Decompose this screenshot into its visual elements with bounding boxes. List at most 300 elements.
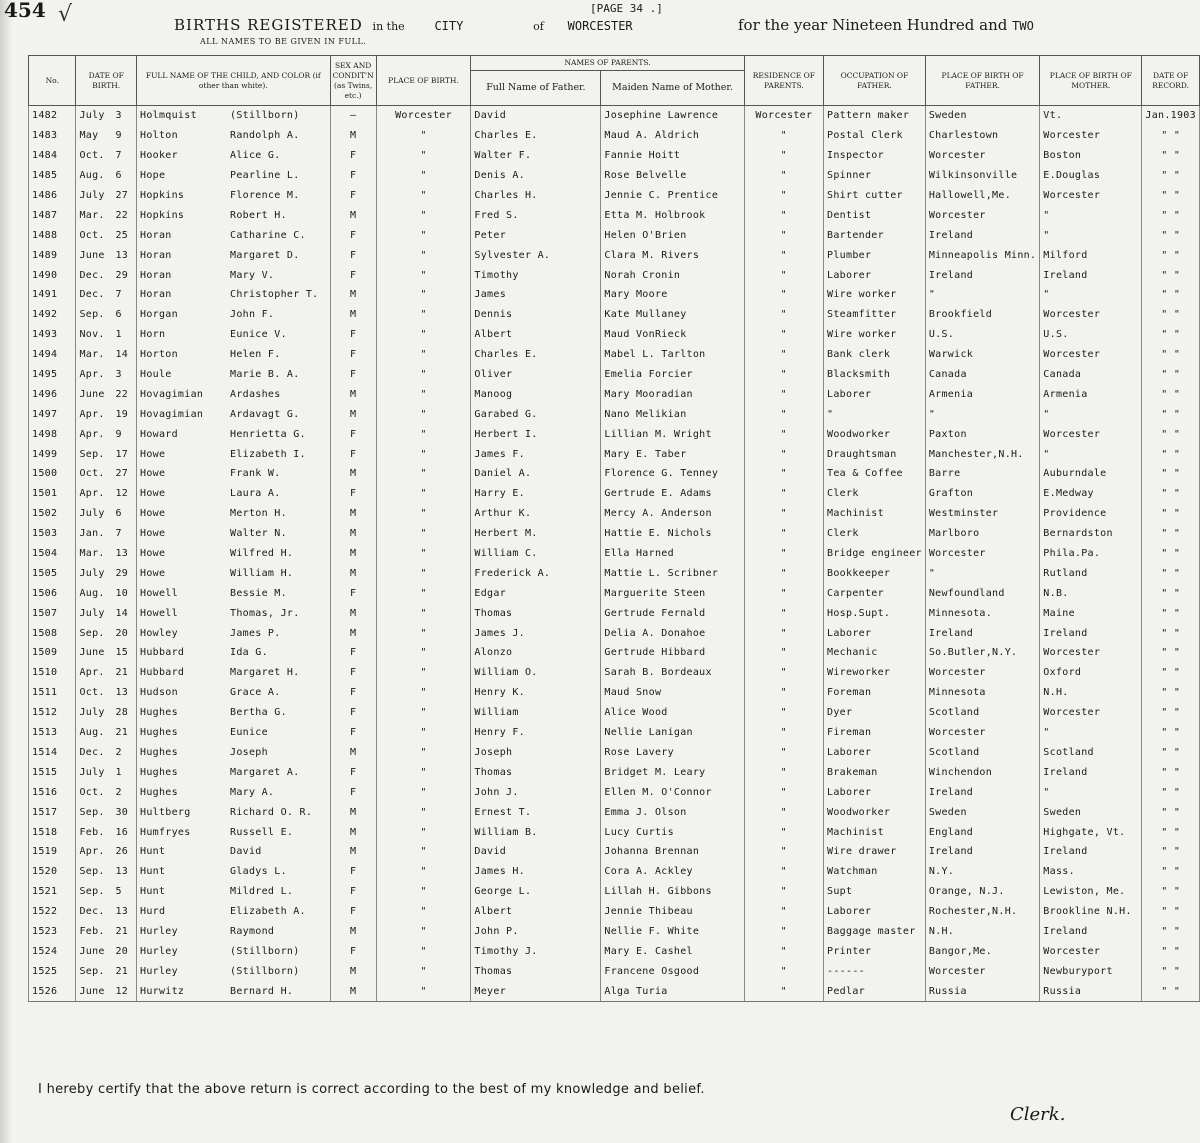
cell-occupation (824, 842, 926, 862)
cell-sex (330, 563, 376, 583)
cell-record (1142, 683, 1200, 703)
entry-number: 1512 (32, 707, 58, 719)
cell-father (471, 981, 601, 1001)
father-name: Peter (474, 229, 507, 241)
cell-child-name (137, 325, 331, 345)
cell-record (1142, 245, 1200, 265)
cell-father-bp (925, 683, 1039, 703)
father-birthplace: Sweden (928, 806, 967, 818)
cell-occupation (824, 782, 926, 802)
cell-occupation (824, 365, 926, 385)
table-row (29, 146, 1200, 166)
cell-mother-bp (1040, 345, 1142, 365)
birth-month: Aug. (79, 170, 105, 182)
cell-date (76, 106, 137, 126)
cell-date (76, 842, 137, 862)
cell-no (29, 563, 76, 583)
father-occupation: " (827, 408, 834, 420)
mother-name: Rose Lavery (604, 746, 674, 758)
cell-date (76, 922, 137, 942)
cell-no (29, 981, 76, 1001)
child-given-name: Robert H. (230, 209, 287, 221)
record-date: " " (1161, 687, 1181, 699)
birth-place: " (420, 548, 427, 560)
cell-occupation (824, 404, 926, 424)
cell-no (29, 225, 76, 245)
entry-number: 1507 (32, 607, 58, 619)
record-date: " " (1161, 229, 1181, 241)
child-given-name: Bertha G. (230, 707, 287, 719)
table-row (29, 444, 1200, 464)
cell-place (376, 166, 471, 186)
mother-birthplace: Mass. (1043, 866, 1075, 878)
birth-day: 26 (115, 846, 129, 858)
mother-birthplace: " (1043, 209, 1050, 221)
cell-occupation (824, 126, 926, 146)
cell-residence (744, 126, 823, 146)
table-row (29, 802, 1200, 822)
register-subtitle: ALL NAMES TO BE GIVEN IN FULL. (200, 37, 367, 46)
cell-residence (744, 484, 823, 504)
entry-number: 1503 (32, 528, 58, 540)
cell-father (471, 205, 601, 225)
entry-number: 1519 (32, 846, 58, 858)
birth-day: 22 (115, 209, 129, 221)
record-date: " " (1161, 667, 1181, 679)
cell-father (471, 603, 601, 623)
parents-residence: " (780, 886, 787, 898)
record-date: " " (1161, 528, 1181, 540)
birth-place: " (420, 329, 427, 341)
cell-place (376, 862, 471, 882)
cell-place (376, 365, 471, 385)
cell-sex (330, 285, 376, 305)
cell-sex (330, 106, 376, 126)
cell-record (1142, 882, 1200, 902)
birth-month: Aug. (79, 587, 105, 599)
father-birthplace: So.Butler,N.Y. (928, 647, 1018, 659)
father-birthplace: Worcester (928, 150, 986, 162)
cell-mother (601, 345, 744, 365)
birth-day: 27 (115, 468, 129, 480)
record-date: " " (1161, 408, 1181, 420)
birth-day: 6 (115, 170, 122, 182)
entry-number: 1489 (32, 249, 58, 261)
cell-occupation (824, 225, 926, 245)
child-surname: Horan (140, 229, 172, 241)
father-name: George L. (474, 886, 532, 898)
cell-place (376, 225, 471, 245)
table-row (29, 544, 1200, 564)
cell-date (76, 743, 137, 763)
cell-mother-bp (1040, 126, 1142, 146)
entry-number: 1509 (32, 647, 58, 659)
entry-number: 1520 (32, 866, 58, 878)
birth-day: 21 (115, 925, 129, 937)
birth-month: Dec. (79, 906, 105, 918)
cell-mother (601, 484, 744, 504)
father-occupation: Watchman (827, 866, 878, 878)
father-birthplace: Worcester (928, 209, 986, 221)
cell-date (76, 424, 137, 444)
child-surname: Howe (140, 508, 166, 520)
cell-father (471, 862, 601, 882)
child-sex: M (349, 309, 357, 321)
cell-occupation (824, 663, 926, 683)
child-surname: Howard (140, 428, 178, 440)
father-name: Oliver (474, 369, 513, 381)
cell-sex (330, 981, 376, 1001)
entry-number: 1488 (32, 229, 58, 241)
father-occupation: Laborer (827, 906, 872, 918)
cell-place (376, 106, 471, 126)
cell-father-bp (925, 723, 1039, 743)
certification-text: I hereby certify that the above return is correct according to the best of my knowledge and belief. (38, 1082, 705, 1097)
entry-number: 1493 (32, 329, 58, 341)
cell-place (376, 205, 471, 225)
birth-month: Oct. (79, 150, 105, 162)
cell-child-name (137, 205, 331, 225)
cell-mother (601, 325, 744, 345)
birth-day: 21 (115, 965, 129, 977)
cell-mother (601, 862, 744, 882)
cell-date (76, 225, 137, 245)
birth-place: " (420, 727, 427, 739)
cell-sex (330, 922, 376, 942)
cell-place (376, 504, 471, 524)
father-occupation: Bank clerk (827, 349, 891, 361)
birth-month: Mar. (79, 548, 105, 560)
father-name: Charles H. (474, 190, 538, 201)
birth-day: 22 (115, 388, 129, 400)
cell-child-name (137, 265, 331, 285)
cell-no (29, 603, 76, 623)
record-date: " " (1161, 567, 1181, 579)
cell-residence (744, 922, 823, 942)
cell-place (376, 643, 471, 663)
father-occupation: Bartender (827, 229, 884, 241)
record-date: " " (1161, 309, 1181, 321)
cell-father (471, 126, 601, 146)
child-sex: F (349, 667, 357, 679)
cell-date (76, 205, 137, 225)
child-surname: Horan (140, 249, 172, 261)
birth-day: 12 (115, 985, 129, 997)
child-sex: F (349, 766, 357, 778)
cell-date (76, 285, 137, 305)
cell-place (376, 424, 471, 444)
parents-residence: " (780, 925, 787, 937)
birth-day: 6 (115, 508, 122, 520)
cell-sex (330, 723, 376, 743)
mother-birthplace: Oxford (1043, 667, 1082, 679)
birth-place: " (420, 170, 427, 182)
cell-no (29, 544, 76, 564)
child-sex: M (349, 806, 357, 818)
child-sex: M (349, 408, 357, 420)
birth-place: " (420, 985, 427, 997)
cell-sex (330, 524, 376, 544)
cell-father-bp (925, 404, 1039, 424)
child-surname: Hopkins (140, 209, 185, 221)
cell-sex (330, 365, 376, 385)
cell-father (471, 922, 601, 942)
cell-father (471, 106, 601, 126)
cell-sex (330, 683, 376, 703)
mother-name: Mary E. Cashel (604, 945, 693, 957)
cell-place (376, 623, 471, 643)
cell-occupation (824, 205, 926, 225)
cell-father-bp (925, 703, 1039, 723)
child-surname: Hughes (140, 727, 178, 739)
father-name: Herbert I. (474, 428, 538, 440)
mother-name: Mary Mooradian (604, 388, 693, 400)
child-surname: Howe (140, 528, 166, 540)
table-row (29, 205, 1200, 225)
birth-place: " (420, 349, 427, 361)
father-birthplace: Westminster (928, 508, 999, 520)
cell-father (471, 743, 601, 763)
cell-child-name (137, 782, 331, 802)
cell-mother-bp (1040, 205, 1142, 225)
child-given-name: Helen F. (230, 349, 281, 361)
mother-birthplace: Vt. (1043, 110, 1063, 122)
entry-number: 1515 (32, 766, 58, 778)
cell-mother-bp (1040, 305, 1142, 325)
child-given-name: Wilfred H. (230, 548, 294, 560)
cell-residence (744, 623, 823, 643)
cell-date (76, 663, 137, 683)
entry-number: 1523 (32, 925, 58, 937)
record-date: " " (1161, 468, 1181, 480)
child-given-name: Joseph (230, 746, 268, 758)
child-given-name: Ardashes (230, 388, 281, 400)
birth-day: 7 (115, 150, 122, 162)
birth-day: 20 (115, 945, 129, 957)
cell-date (76, 166, 137, 186)
father-occupation: Draughtsman (827, 448, 897, 460)
father-birthplace: Ireland (928, 846, 974, 858)
cell-residence (744, 802, 823, 822)
cell-residence (744, 404, 823, 424)
table-row (29, 563, 1200, 583)
child-sex: M (349, 965, 357, 977)
birth-month: Dec. (79, 269, 105, 281)
cell-sex (330, 146, 376, 166)
child-surname: Hubbard (140, 647, 185, 659)
child-sex: M (349, 925, 357, 937)
cell-mother-bp (1040, 902, 1142, 922)
cell-sex (330, 822, 376, 842)
parents-residence: " (780, 448, 787, 460)
cell-date (76, 186, 137, 206)
parents-residence: " (780, 309, 787, 321)
child-sex: F (349, 249, 357, 261)
cell-occupation (824, 265, 926, 285)
cell-no (29, 186, 76, 206)
cell-occupation (824, 623, 926, 643)
mother-name: Johanna Brennan (604, 846, 700, 858)
child-sex: M (349, 468, 357, 480)
mother-birthplace: Worcester (1043, 190, 1101, 201)
cell-record (1142, 285, 1200, 305)
cell-mother (601, 882, 744, 902)
child-given-name: Eunice V. (230, 329, 287, 341)
entry-number: 1508 (32, 627, 58, 639)
child-given-name: Margaret H. (230, 667, 300, 679)
cell-place (376, 902, 471, 922)
mother-birthplace: Brookline N.H. (1043, 906, 1132, 918)
cell-father-bp (925, 643, 1039, 663)
birth-month: Dec. (79, 746, 105, 758)
header-residence: RESIDENCE OF PARENTS. (744, 56, 823, 106)
cell-date (76, 126, 137, 146)
cell-mother (601, 643, 744, 663)
table-row (29, 265, 1200, 285)
father-name: Thomas (474, 965, 513, 977)
cell-sex (330, 603, 376, 623)
parents-residence: " (780, 349, 787, 361)
table-row (29, 603, 1200, 623)
header-date-of-birth: DATE OF BIRTH. (76, 56, 137, 106)
entry-number: 1500 (32, 468, 58, 480)
table-row (29, 623, 1200, 643)
parents-residence: " (780, 826, 787, 838)
birth-day: 3 (115, 369, 122, 381)
father-name: Arthur K. (474, 508, 532, 520)
cell-mother-bp (1040, 703, 1142, 723)
father-birthplace: Winchendon (928, 766, 993, 778)
cell-mother-bp (1040, 146, 1142, 166)
record-date: " " (1161, 647, 1181, 659)
cell-place (376, 882, 471, 902)
father-birthplace: " (928, 408, 936, 420)
table-row (29, 782, 1200, 802)
mother-name: Alice Wood (604, 707, 668, 719)
cell-occupation (824, 444, 926, 464)
entry-number: 1491 (32, 289, 58, 301)
cell-child-name (137, 563, 331, 583)
cell-residence (744, 663, 823, 683)
cell-mother (601, 205, 744, 225)
check-mark: √ (58, 2, 73, 27)
parents-residence: " (780, 965, 787, 977)
birth-day: 17 (115, 448, 129, 460)
child-sex: F (349, 229, 357, 241)
cell-residence (744, 563, 823, 583)
child-surname: Hurley (140, 945, 178, 957)
cell-place (376, 245, 471, 265)
cell-place (376, 961, 471, 981)
cell-residence (744, 782, 823, 802)
cell-occupation (824, 464, 926, 484)
entry-number: 1525 (32, 965, 58, 977)
birth-place: " (420, 866, 427, 878)
birth-day: 5 (115, 886, 122, 898)
parents-residence: " (780, 727, 787, 739)
cell-child-name (137, 961, 331, 981)
parents-residence: " (780, 687, 787, 699)
mother-birthplace: Ireland (1043, 269, 1088, 281)
table-row (29, 524, 1200, 544)
cell-date (76, 484, 137, 504)
cell-child-name (137, 882, 331, 902)
father-name: James H. (474, 866, 525, 878)
parents-residence: " (780, 408, 787, 420)
cell-sex (330, 305, 376, 325)
cell-date (76, 583, 137, 603)
parents-residence: " (780, 388, 787, 400)
parents-residence: " (780, 269, 787, 281)
father-occupation: Brakeman (827, 766, 878, 778)
cell-record (1142, 623, 1200, 643)
father-occupation: Dyer (827, 707, 853, 719)
cell-mother (601, 603, 744, 623)
birth-place: " (420, 269, 427, 281)
cell-mother (601, 743, 744, 763)
cell-mother (601, 464, 744, 484)
parents-residence: " (780, 906, 787, 918)
mother-birthplace: N.B. (1043, 587, 1069, 599)
record-date: " " (1161, 806, 1181, 818)
child-given-name: Margaret D. (230, 249, 300, 261)
father-occupation: Pedlar (827, 985, 865, 997)
parents-residence: " (780, 289, 787, 301)
mother-name: Lillian M. Wright (604, 428, 712, 440)
cell-sex (330, 325, 376, 345)
cell-occupation (824, 723, 926, 743)
cell-father (471, 643, 601, 663)
child-given-name: Richard O. R. (230, 806, 313, 818)
cell-no (29, 623, 76, 643)
cell-child-name (137, 106, 331, 126)
cell-father (471, 703, 601, 723)
parents-residence: " (780, 329, 787, 341)
cell-child-name (137, 623, 331, 643)
birth-month: Feb. (79, 826, 105, 838)
child-sex: F (349, 886, 357, 898)
cell-father (471, 365, 601, 385)
entry-number: 1516 (32, 786, 58, 798)
cell-occupation (824, 643, 926, 663)
parents-residence: " (780, 806, 787, 818)
header-mother: Maiden Name of Mother. (601, 71, 744, 106)
cell-mother-bp (1040, 186, 1142, 206)
birth-place: " (420, 786, 427, 798)
child-sex: F (349, 190, 357, 201)
cell-place (376, 842, 471, 862)
cell-child-name (137, 842, 331, 862)
mother-name: Gertrude Hibbard (604, 647, 706, 659)
father-occupation: Laborer (827, 746, 872, 758)
cell-father-bp (925, 663, 1039, 683)
cell-child-name (137, 981, 331, 1001)
father-birthplace: Ireland (928, 229, 974, 241)
cell-father-bp (925, 484, 1039, 504)
mother-name: Mary Moore (604, 289, 668, 301)
cell-occupation (824, 305, 926, 325)
cell-residence (744, 762, 823, 782)
cell-place (376, 126, 471, 146)
child-sex: F (349, 269, 357, 281)
birth-place: " (420, 925, 427, 937)
cell-father (471, 345, 601, 365)
cell-record (1142, 166, 1200, 186)
table-row (29, 941, 1200, 961)
cell-no (29, 106, 76, 126)
cell-no (29, 365, 76, 385)
table-row (29, 981, 1200, 1001)
